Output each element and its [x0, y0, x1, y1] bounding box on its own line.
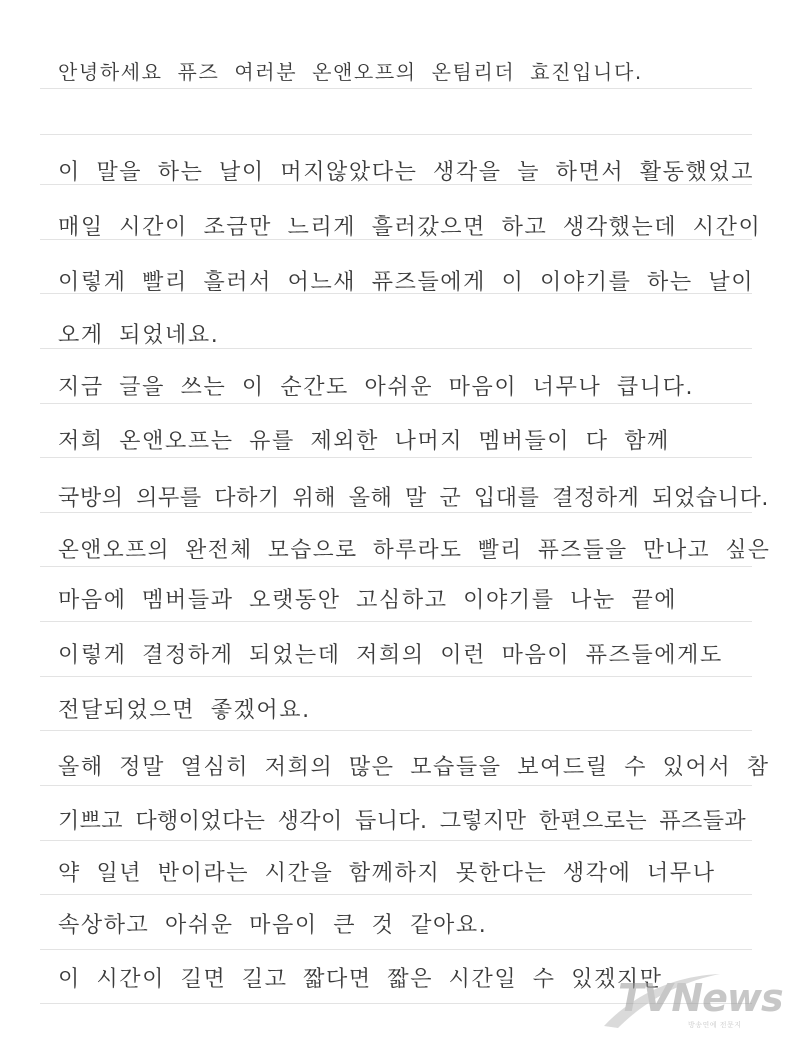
letter-line: 이 말을 하는 날이 머지않았다는 생각을 늘 하면서 활동했었고	[58, 160, 755, 185]
letter-greeting: 안녕하세요 퓨즈 여러분 온앤오프의 온팀리더 효진입니다.	[58, 60, 643, 84]
letter-line: 속상하고 아쉬운 마음이 큰 것 같아요.	[58, 913, 488, 938]
ruled-line	[40, 134, 752, 135]
letter-line: 이렇게 빨리 흘러서 어느새 퓨즈들에게 이 이야기를 하는 날이	[58, 270, 755, 295]
letter-line: 마음에 멤버들과 오랫동안 고심하고 이야기를 나눈 끝에	[58, 588, 678, 613]
ruled-line	[40, 840, 752, 841]
tvnews-watermark	[600, 968, 783, 1038]
letter-line: 기쁘고 다행이었다는 생각이 듭니다. 그렇지만 한편으로는 퓨즈들과	[58, 809, 747, 834]
letter-line: 저희 온앤오프는 유를 제외한 나머지 멤버들이 다 함께	[58, 429, 670, 454]
ruled-line	[40, 949, 752, 950]
letter-line: 국방의 의무를 다하기 위해 올해 말 군 입대를 결정하게 되었습니다.	[58, 486, 769, 511]
ruled-line	[40, 512, 752, 513]
letter-line: 전달되었으면 좋겠어요.	[58, 698, 311, 723]
ruled-line	[40, 785, 752, 786]
letter-line: 온앤오프의 완전체 모습으로 하루라도 빨리 퓨즈들을 만나고 싶은	[58, 538, 771, 563]
letter-line: 매일 시간이 조금만 느리게 흘러갔으면 하고 생각했는데 시간이	[58, 215, 762, 240]
letter-line: 이 시간이 길면 길고 짧다면 짧은 시간일 수 있겠지만	[58, 967, 663, 992]
letter-line: 올해 정말 열심히 저희의 많은 모습들을 보여드릴 수 있어서 참	[58, 755, 770, 780]
letter-line: 이렇게 결정하게 되었는데 저희의 이런 마음이 퓨즈들에게도	[58, 643, 723, 668]
ruled-line	[40, 621, 752, 622]
ruled-line	[40, 88, 752, 89]
ruled-line	[40, 457, 752, 458]
ruled-line	[40, 730, 752, 731]
letter-line: 지금 글을 쓰는 이 순간도 아쉬운 마음이 너무나 큽니다.	[58, 375, 695, 400]
watermark-subtitle: 방송연예 전문지	[688, 1021, 742, 1029]
watermark-brand: TVNews	[618, 976, 783, 1020]
letter-line: 약 일년 반이라는 시간을 함께하지 못한다는 생각에 너무나	[58, 861, 716, 886]
ruled-line	[40, 676, 752, 677]
ruled-line	[40, 566, 752, 567]
letter-line: 오게 되었네요.	[58, 323, 220, 348]
ruled-line	[40, 403, 752, 404]
ruled-line	[40, 894, 752, 895]
